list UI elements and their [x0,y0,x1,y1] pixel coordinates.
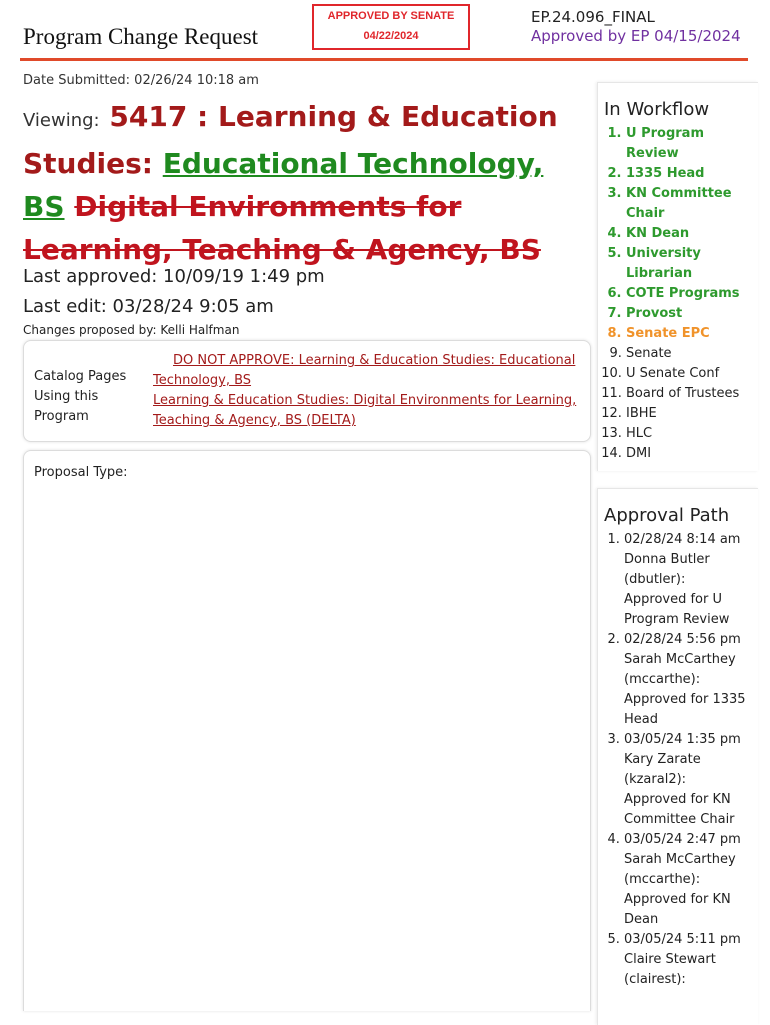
approval-entry [624,530,752,630]
approval-name: Kary Zarate [624,752,701,767]
changes-proposed-by: Changes proposed by: Kelli Halfman [23,323,240,337]
approval-when: 5. 03/05/24 5:11 pm [624,932,741,947]
catalog-links [153,351,585,431]
approval-when: 4. 03/05/24 2:47 pm [624,832,741,847]
approval-when: 3. 03/05/24 1:35 pm [624,732,741,747]
program-heading [23,95,593,271]
workflow-step: 6. COTE Programs [626,284,758,304]
workflow-step: 5. University Librarian [626,244,758,284]
approval-action: Approved for KN Dean [624,892,731,927]
old-program-title: Digital Environments for Learning, Teaching & Agency, BS [23,190,541,266]
approval-action: Approved for 1335 Head [624,692,746,727]
last-edit: Last edit: 03/28/24 9:05 am [23,296,274,317]
viewing-label: Viewing: [23,110,100,131]
workflow-step: 9. Senate [626,344,758,364]
catalog-pages-box [23,340,591,442]
approval-entry [624,830,752,930]
header-divider [20,58,748,61]
approval-stamp [312,4,470,50]
proposal-box [23,450,591,1011]
workflow-step: 3. KN Committee Chair [626,184,758,224]
approval-entries [598,530,758,990]
catalog-pages-label: Catalog Pages Using this Program [34,369,127,424]
workflow-step: 8. Senate EPC [626,324,758,344]
approval-action: Approved for U Program Review [624,592,730,627]
workflow-steps [598,124,758,464]
catalog-link-2[interactable]: Learning & Education Studies: Digital Environments for Learning, Teaching & Agency, BS (DELTA) [153,393,577,428]
program-code: 5417 : Learning & Education Studies: [23,100,558,180]
workflow-step: 4. KN Dean [626,224,758,244]
last-approved: Last approved: 10/09/19 1:49 pm [23,266,325,287]
workflow-title: In Workflow [604,99,710,120]
workflow-step: 7. Provost [626,304,758,324]
workflow-step: 2. 1335 Head [626,164,758,184]
approval-path-panel [597,488,758,1025]
ep-approved-note: Approved by EP 04/15/2024 [531,27,741,45]
approval-user: (clairest): [624,972,686,987]
approval-path-title: Approval Path [604,505,730,526]
catalog-link-1[interactable]: DO NOT APPROVE: Learning & Education Studies: Educational Technology, BS [153,353,576,388]
workflow-step: 10. U Senate Conf [626,364,758,384]
approval-when: 2. 02/28/24 5:56 pm [624,632,741,647]
approval-name: Donna Butler [624,552,710,567]
approval-user: (kzaral2): [624,772,687,787]
approval-user: (mccarthe): [624,872,701,887]
workflow-step: 12. IBHE [626,404,758,424]
approval-action: Approved for KN Committee Chair [624,792,735,827]
approval-name: Sarah McCarthey [624,852,736,867]
approval-name: Sarah McCarthey [624,652,736,667]
workflow-step: 11. Board of Trustees [626,384,758,404]
date-submitted: Date Submitted: 02/26/24 10:18 am [23,73,259,88]
approval-when: 1. 02/28/24 8:14 am [624,532,741,547]
workflow-panel [597,82,758,471]
workflow-step: 1. U Program Review [626,124,758,164]
stamp-line-1: APPROVED BY SENATE [327,10,455,22]
stamp-line-2: 04/22/2024 [363,30,419,42]
approval-user: (dbutler): [624,572,686,587]
proposal-type-label: Proposal Type: [34,465,128,480]
workflow-step: 14. DMI [626,444,758,464]
new-program-title: Educational Technology, BS [23,147,544,223]
approval-entry [624,730,752,830]
approval-user: (mccarthe): [624,672,701,687]
ep-code: EP.24.096_FINAL [531,8,655,26]
approval-entry [624,930,752,990]
workflow-step: 13. HLC [626,424,758,444]
page-title: Program Change Request [23,24,259,49]
approval-name: Claire Stewart [624,952,716,967]
approval-entry [624,630,752,730]
